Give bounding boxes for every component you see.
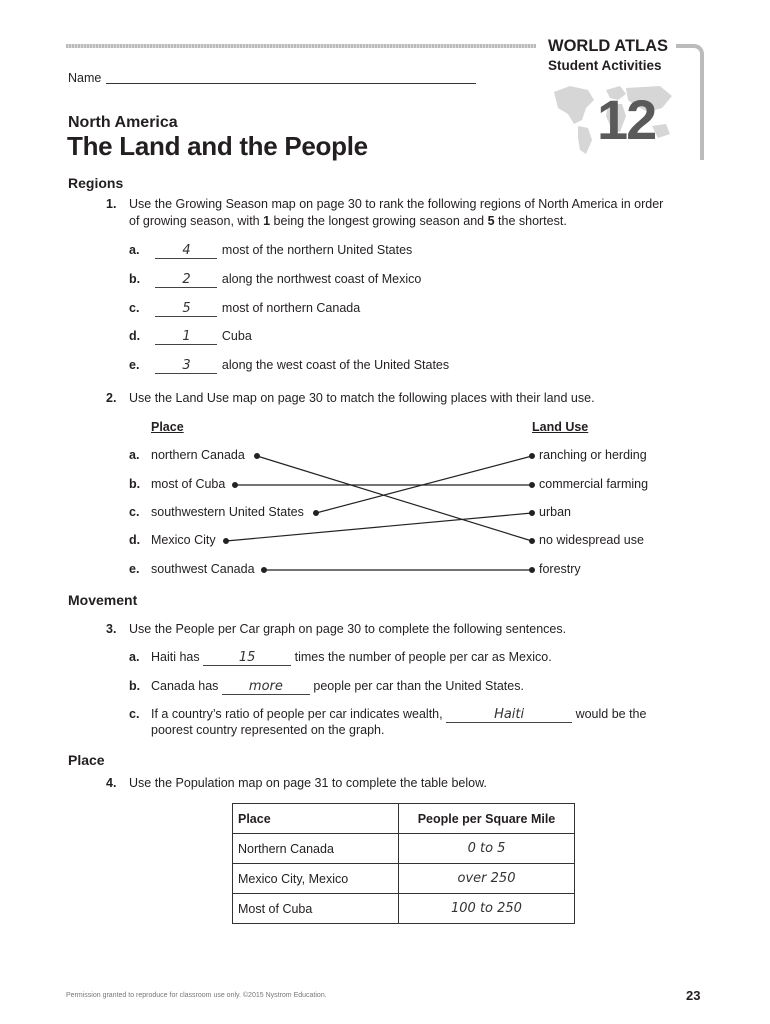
table-header-density: People per Square Mile [399,804,575,834]
population-table [232,803,575,924]
page-title: The Land and the People [67,131,368,161]
q3-item-b: b. Canada has more people per car than the United States. [129,679,524,694]
q1-answer-d[interactable]: 1 [155,330,217,345]
q2-land-use-3: urban [539,505,571,519]
q3-answer-a[interactable]: 15 [203,651,291,666]
q2-land-use-4: no widespread use [539,533,644,547]
table-header-row [233,804,575,834]
name-label: Name [68,71,102,85]
q1-text-a: most of the northern United States [221,243,413,257]
q1-text-d: Cuba [221,329,252,343]
q1-text-c: most of northern Canada [221,301,361,315]
dot-use-3 [530,511,535,516]
q2-letter-e: e. [129,562,140,576]
q2-land-use-2: commercial farming [539,477,649,491]
permission-notice: Permission granted to reproduce for classroom use only. ©2015 Nystrom Education. [66,992,327,999]
table-cell-answer[interactable]: 0 to 5 [399,834,575,864]
q2-number: 2. [106,391,117,405]
q3-answer-c[interactable]: Haiti [446,708,572,723]
q2-land-use-1: ranching or herding [539,448,647,462]
q2-prompt: Use the Land Use map on page 30 to match the following places with their land use. [129,391,595,405]
table-row [233,834,575,864]
dot-use-2 [530,483,535,488]
q1-answer-b[interactable]: 2 [155,273,217,288]
q1-text-b: along the northwest coast of Mexico [221,272,422,286]
section-regions: Regions [68,175,124,191]
table-cell-place: Mexico City, Mexico [233,864,399,894]
dot-use-4 [530,539,535,544]
q1-text-e: along the west coast of the United States [221,358,450,372]
dot-place-c [314,511,319,516]
table-cell-answer[interactable]: over 250 [399,864,575,894]
table-header-place: Place [233,804,399,834]
dot-use-5 [530,568,535,573]
q2-col-place: Place [151,420,184,434]
q3-number: 3. [106,622,117,636]
dot-place-b [233,483,238,488]
dot-place-e [262,568,267,573]
q2-place-a: northern Canada [151,448,245,462]
q3-item-c-line2: poorest country represented on the graph. [151,723,385,737]
q3-prompt: Use the People per Car graph on page 30 to complete the following sentences. [129,622,567,636]
q2-land-use-5: forestry [539,562,581,576]
page-number: 23 [686,988,701,1003]
q2-place-d: Mexico City [151,533,216,547]
q1-answer-a[interactable]: 4 [155,244,217,259]
q2-letter-d: d. [129,533,141,547]
q2-place-c: southwestern United States [151,505,304,519]
q2-place-b: most of Cuba [151,477,226,491]
q2-letter-b: b. [129,477,141,491]
table-row [233,864,575,894]
region-title: North America [68,114,178,131]
dot-place-a [255,454,260,459]
q4-number: 4. [106,776,117,790]
dot-use-1 [530,454,535,459]
q1-prompt-line2: of growing season, with 1 being the longest growing season and 5 the shortest. [129,214,567,228]
q3-item-c: c. If a country’s ratio of people per car indicates wealth, Haiti would be the [129,707,647,722]
q3-answer-b[interactable]: more [222,680,310,695]
section-movement: Movement [68,592,138,608]
match-line-a [257,456,532,541]
q1-item-e: e. 3 along the west coast of the United States [129,358,450,373]
table-cell-answer[interactable]: 100 to 250 [399,894,575,924]
q1-answer-c[interactable]: 5 [155,302,217,317]
q1-prompt-line1: Use the Growing Season map on page 30 to rank the following regions of North America in order [129,197,664,211]
series-title: WORLD ATLAS [548,37,669,55]
q1-item-b: b. 2 along the northwest coast of Mexico [129,272,422,287]
activity-number: 12 [597,88,656,151]
q1-answer-e[interactable]: 3 [155,359,217,374]
series-subtitle: Student Activities [548,58,662,73]
q1-number: 1. [106,197,117,211]
q2-place-e: southwest Canada [151,562,255,576]
q3-item-a: a. Haiti has 15 times the number of people per car as Mexico. [129,650,552,665]
q2-letter-a: a. [129,448,140,462]
q4-prompt: Use the Population map on page 31 to complete the table below. [129,776,487,790]
q2-col-land-use: Land Use [532,420,589,434]
dot-place-d [224,539,229,544]
table-row [233,894,575,924]
q2-letter-c: c. [129,505,140,519]
q1-item-c: c. 5 most of northern Canada [129,301,361,316]
table-cell-place: Most of Cuba [233,894,399,924]
table-cell-place: Northern Canada [233,834,399,864]
q1-item-d: d. 1 Cuba [129,329,252,344]
section-place: Place [68,752,105,768]
q1-item-a: a. 4 most of the northern United States [129,243,413,258]
